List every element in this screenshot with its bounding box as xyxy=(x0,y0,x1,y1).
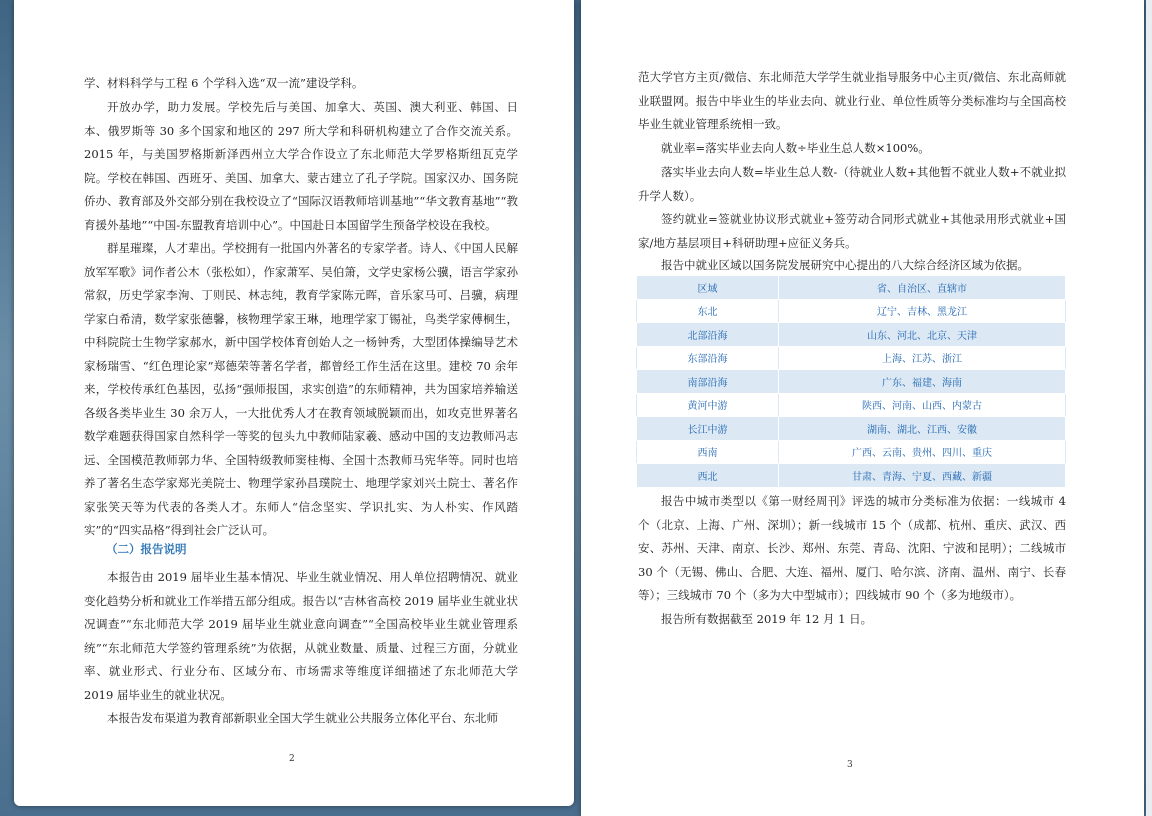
paragraph-release-channel: 本报告发布渠道为教育部新职业全国大学生就业公共服务立体化平台、东北师 xyxy=(107,711,498,725)
document-page-2 xyxy=(14,0,574,806)
table-cell-region: 东部沿海 xyxy=(637,346,779,370)
page-number: 3 xyxy=(847,760,853,770)
table-cell-provinces: 湖南、湖北、江西、安徽 xyxy=(779,417,1066,441)
table-row xyxy=(637,440,1066,464)
document-page-3 xyxy=(581,0,1144,816)
table-cell-region: 西北 xyxy=(637,464,779,488)
table-cell-provinces: 上海、江苏、浙江 xyxy=(779,346,1066,370)
viewer-edge xyxy=(1146,0,1152,816)
table-cell-provinces: 广东、福建、海南 xyxy=(779,370,1066,394)
paragraph-disciplines: 学、材料科学与工程 6 个学科入选“双一流”建设学科。 xyxy=(84,76,364,90)
table-cell-region: 南部沿海 xyxy=(637,370,779,394)
table-cell-provinces: 辽宁、吉林、黑龙江 xyxy=(779,299,1066,323)
table-cell-region: 黄河中游 xyxy=(637,393,779,417)
region-table xyxy=(636,275,1066,488)
paragraph-report-structure: 本报告由 2019 届毕业生基本情况、毕业生就业情况、用人单位招聘情况、就业变化趋势分析和就业工作举措五部分组成。报告以“吉林省高校 2019 届毕业生就业状况调查”“东北师范大学 2019 届毕业生就业意向调查”“全国高校毕业生就业管理系统”“东北师范大学签约管理系统”为依据，从就业数量、质量、过程三方面，分就业率、就业形式、行业分布、区域分布、市场需求等维度详细描述了东北师范大学 2019 届毕业生的就业状况。 xyxy=(84,570,518,702)
table-row xyxy=(637,323,1066,347)
paragraph-city-types: 报告中城市类型以《第一财经周刊》评选的城市分类标准为依据：一线城市 4 个（北京、上海、广州、深圳）；新一线城市 15 个（成都、杭州、重庆、武汉、西安、苏州、天津、南京、长沙、郑州、东莞、青岛、沈阳、宁波和昆明）；二线城市 30 个（无锡、佛山、合肥、大连、福州、厦门、哈尔滨、济南、温州、南宁、长春等）；三线城市 70 个（多为大中型城市）；四线城市 90 个（多为地级市）。 xyxy=(638,494,1066,602)
section-heading-report-notes: （二）报告说明 xyxy=(106,542,187,556)
paragraph-contract-formula: 签约就业=签就业协议形式就业+签劳动合同形式就业+其他录用形式就业+国家/地方基层项目+科研助理+应征义务兵。 xyxy=(638,212,1066,250)
table-row xyxy=(637,464,1066,488)
table-header-cell: 区域 xyxy=(637,276,779,300)
paragraph-region-basis: 报告中就业区域以国务院发展研究中心提出的八大综合经济区域为依据。 xyxy=(661,258,1029,272)
table-cell-region: 长江中游 xyxy=(637,417,779,441)
table-cell-provinces: 广西、云南、贵州、四川、重庆 xyxy=(779,440,1066,464)
table-row xyxy=(637,346,1066,370)
page-number: 2 xyxy=(289,754,295,764)
table-cell-provinces: 甘肃、青海、宁夏、西藏、新疆 xyxy=(779,464,1066,488)
paragraph-employment-rate-formula: 就业率=落实毕业去向人数÷毕业生总人数×100%。 xyxy=(661,141,930,155)
table-cell-region: 东北 xyxy=(637,299,779,323)
paragraph-data-cutoff: 报告所有数据截至 2019 年 12 月 1 日。 xyxy=(661,612,873,626)
table-cell-region: 西南 xyxy=(637,440,779,464)
paragraph-destination-formula: 落实毕业去向人数=毕业生总人数-（待就业人数+其他暂不就业人数+不就业拟升学人数）。 xyxy=(638,165,1066,203)
table-header-row xyxy=(637,276,1066,300)
table-cell-provinces: 陕西、河南、山西、内蒙古 xyxy=(779,393,1066,417)
paragraph-talents: 群星璀璨，人才辈出。学校拥有一批国内外著名的专家学者。诗人、《中国人民解放军军歌》词作者公木（张松如），作家萧军、吴伯箫，文学史家杨公骥，语言学家孙常叙，历史学家李洵、丁则民、林志纯，教育学家陈元晖，音乐家马可、吕骥，病理学家白希清，数学家张德馨，核物理学家王琳，地理学家丁锡祉，鸟类学家傅桐生，中科院院士生物学家郝水，新中国学校体育创始人之一杨钟秀，大型团体操编导艺术家杨瑞雪、“红色理论家”郑德荣等著名学者，都曾经工作生活在这里。建校 70 余年来，学校传承红色基因，弘扬“强师报国，求实创造”的东师精神，共为国家培养输送各级各类毕业生 30 余万人，一大批优秀人才在教育领域脱颖而出，如攻克世界著名数学难题获得国家自然科学一等奖的包头九中教师陆家羲、感动中国的支边教师冯志远、全国模范教师郭力华、全国特级教师窦桂梅、全国十杰教师马宪华等。同时也培养了著名生态学家郑光美院士、物理学家孙昌璞院士、地理学家刘兴土院士、著名作家张笑天等为代表的各类人才。东师人“信念坚实、学识扎实、为人朴实、作风踏实”的“四实品格”得到社会广泛认可。 xyxy=(84,241,518,537)
table-cell-region: 北部沿海 xyxy=(637,323,779,347)
table-row xyxy=(637,417,1066,441)
table-cell-provinces: 山东、河北、北京、天津 xyxy=(779,323,1066,347)
table-row xyxy=(637,299,1066,323)
table-row xyxy=(637,393,1066,417)
paragraph-open-education: 开放办学，助力发展。学校先后与美国、加拿大、英国、澳大利亚、韩国、日本、俄罗斯等 30 多个国家和地区的 297 所大学和科研机构建立了合作交流关系。2015 年，与美国罗格斯新泽西州立大学合作设立了东北师范大学罗格斯纽瓦克学院。学校在韩国、西班牙、美国、加拿大、蒙古建立了孔子学院。国家汉办、国务院侨办、教育部及外交部分别在我校设立了“国际汉语教师培训基地”“华文教育基地”“教育援外基地”“中国-东盟教育培训中心”。中国赴日本国留学生预备学校设在我校。 xyxy=(84,100,518,232)
table-header-cell: 省、自治区、直辖市 xyxy=(779,276,1066,300)
table-row xyxy=(637,370,1066,394)
paragraph-release-channel-cont: 范大学官方主页/微信、东北师范大学学生就业指导服务中心主页/微信、东北高师就业联盟网。报告中毕业生的毕业去向、就业行业、单位性质等分类标准均与全国高校毕业生就业管理系统相一致。 xyxy=(638,70,1066,131)
